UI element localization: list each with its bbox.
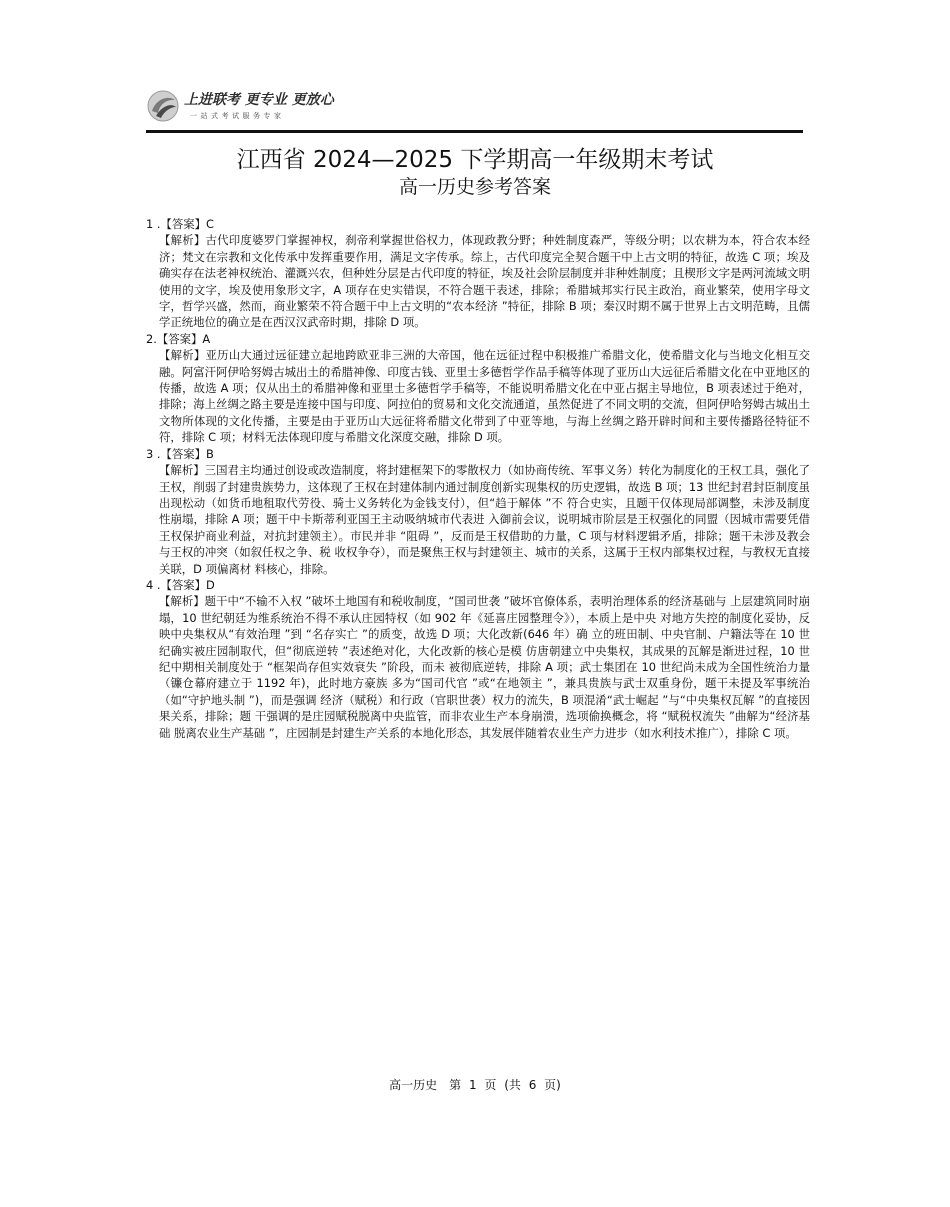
- logo-subtitle: 一站式考试服务专家: [190, 111, 285, 120]
- answer-item: [146, 216, 810, 331]
- answer-explanation: 【解析】题干中“不输不入权 ”破坏土地国有和税收制度，“国司世袭 ”破坏官僚体系，表明治理体系的经济基础与 上层建筑同时崩塌，10 世纪朝廷为维系统治不得不承认庄园特权（如 902 年《延喜庄园整理令》），本质上是中央 对地方失控的制度化妥协，反映中央集权从“有效治理 ”到 “名存实亡 ”的质变，故选 D 项；大化改新(646 年）确 立的班田制、中央官制、户籍法等在 10 世纪确实被庄园制取代，但“彻底逆转 ”表述绝对化，大化改新的核心是模 仿唐朝建立中央集权，其成果的瓦解是渐进过程，10 世纪中期相关制度处于 “框架尚存但实效衰失 ”阶段，而未 被彻底逆转，排除 A 项；武士集团在 10 世纪尚未成为全国性统治力量（镰仓幕府建立于 1192 年)，此时地方豪族 多为“国司代官 ”或“在地领主 ”，兼具贵族与武士双重身份，题干未提及军事统治（如“守护地头制 ”)，而是强调 经济（赋税）和行政（官职世袭）权力的流失，B 项混淆“武士崛起 ”与“中央集权瓦解 ”的直接因果关系，排除；题 干强调的是庄园赋税脱离中央监管，而非农业生产本身崩溃，选项偷换概念，将 “赋税权流失 ”曲解为“经济基础 脱离农业生产基础 ”，庄园制是封建生产关系的本地化形态，其发展伴随着农业生产力进步（如水利技术推广），排除 C 项。: [159, 594, 810, 740]
- answer-item: [146, 577, 810, 741]
- answer-key-title: 高一历史参考答案: [398, 176, 551, 198]
- answer-heading: 1 .【答案】C: [146, 217, 215, 231]
- answer-heading: 4 .【答案】D: [146, 577, 215, 592]
- answer-heading: 2.【答案】A: [146, 331, 211, 346]
- answer-explanation: 【解析】三国君主均通过创设或改造制度，将封建框架下的零散权力（如协商传统、军事义务）转化为制度化的王权工具，强化了王权，削弱了封建贵族势力，这体现了王权在封建体制内通过制度创新实现集权的历史逻辑，故选 B 项；13 世纪封君封臣制度虽出现松动（如货币地租取代劳役、骑士义务转化为金钱支付），但“趋于解体 ”不 符合史实，且题干仅体现局部调整，未涉及制度性崩塌，排除 A 项；题干中卡斯蒂利亚国王主动吸纳城市代表进 入御前会议，说明城市阶层是王权强化的同盟（因城市需要凭借王权保护商业利益，对抗封建领主）。市民并非 “阻碍 ”，反而是王权借助的力量，C 项与材料逻辑矛盾，排除；题干未涉及教会与王权的冲突（如叙任权之争、税 收权争夺），而是聚焦王权与封建领主、城市的关系，这属于王权内部集权过程，与教权无直接关联，D 项偏离材 料核心，排除。: [159, 463, 810, 576]
- page-footer: 高一历史 第 1 页 (共 6 页): [389, 1078, 561, 1092]
- publisher-logo: [146, 86, 334, 126]
- answer-heading: 3 .【答案】B: [146, 446, 214, 461]
- answer-item: [146, 331, 810, 446]
- answer-explanation: 【解析】古代印度婆罗门掌握神权，刹帝利掌握世俗权力，体现政教分野；种姓制度森严，等级分明；以农耕为本，符合农本经济；梵文在宗教和文化传承中发挥重要作用，满足文字传承。综上，古代印度完全契合题干中上古文明的特征，故选 C 项；埃及确实存在法老神权统治、灌溉兴农，但种姓分层是古代印度的特征，埃及社会阶层制度并非种姓制度；且楔形文字是两河流域文明使用的文字，埃及使用象形文字，A 项存在史实错误，不符合题干表述，排除；希腊城邦实行民主政治，商业繁荣，使用字母文字，哲学兴盛，然而，商业繁荣不符合题干中上古文明的“农本经济 ”特征，排除 B 项；秦汉时期不属于世界上古文明范畴，且儒学正统地位的确立是在西汉汉武帝时期，排除 D 项。: [159, 233, 810, 330]
- logo-swirl-icon: [146, 89, 180, 123]
- exam-title: 江西省 2024—2025 下学期高一年级期末考试: [236, 147, 714, 173]
- answer-item: [146, 446, 810, 577]
- answer-list: [146, 216, 810, 741]
- header-divider: [146, 130, 803, 133]
- answer-explanation: 【解析】亚历山大通过远征建立起地跨欧亚非三洲的大帝国，他在远征过程中积极推广希腊文化，使希腊文化与当地文化相互交融。阿富汗阿伊哈努姆古城出土的希腊神像、印度古钱、亚里士多德哲学作品手稿等体现了亚历山大远征后希腊文化在中亚地区的传播，故选 A 项；仅从出土的希腊神像和亚里士多德哲学手稿等，不能说明希腊文化在中亚占据主导地位，B 项表述过于绝对，排除；海上丝绸之路主要是连接中国与印度、阿拉伯的贸易和文化交流通道，虽然促进了不同文明的交流，但阿伊哈努姆古城出土文物所体现的文化传播，主要是由于亚历山大远征将希腊文化带到了中亚等地，与海上丝绸之路开辟时间和主要传播路径特征不符，排除 C 项；材料无法体现印度与希腊文化深度交融，排除 D 项。: [159, 348, 810, 445]
- logo-slogan: 上进联考 更专业 更放心: [184, 91, 334, 108]
